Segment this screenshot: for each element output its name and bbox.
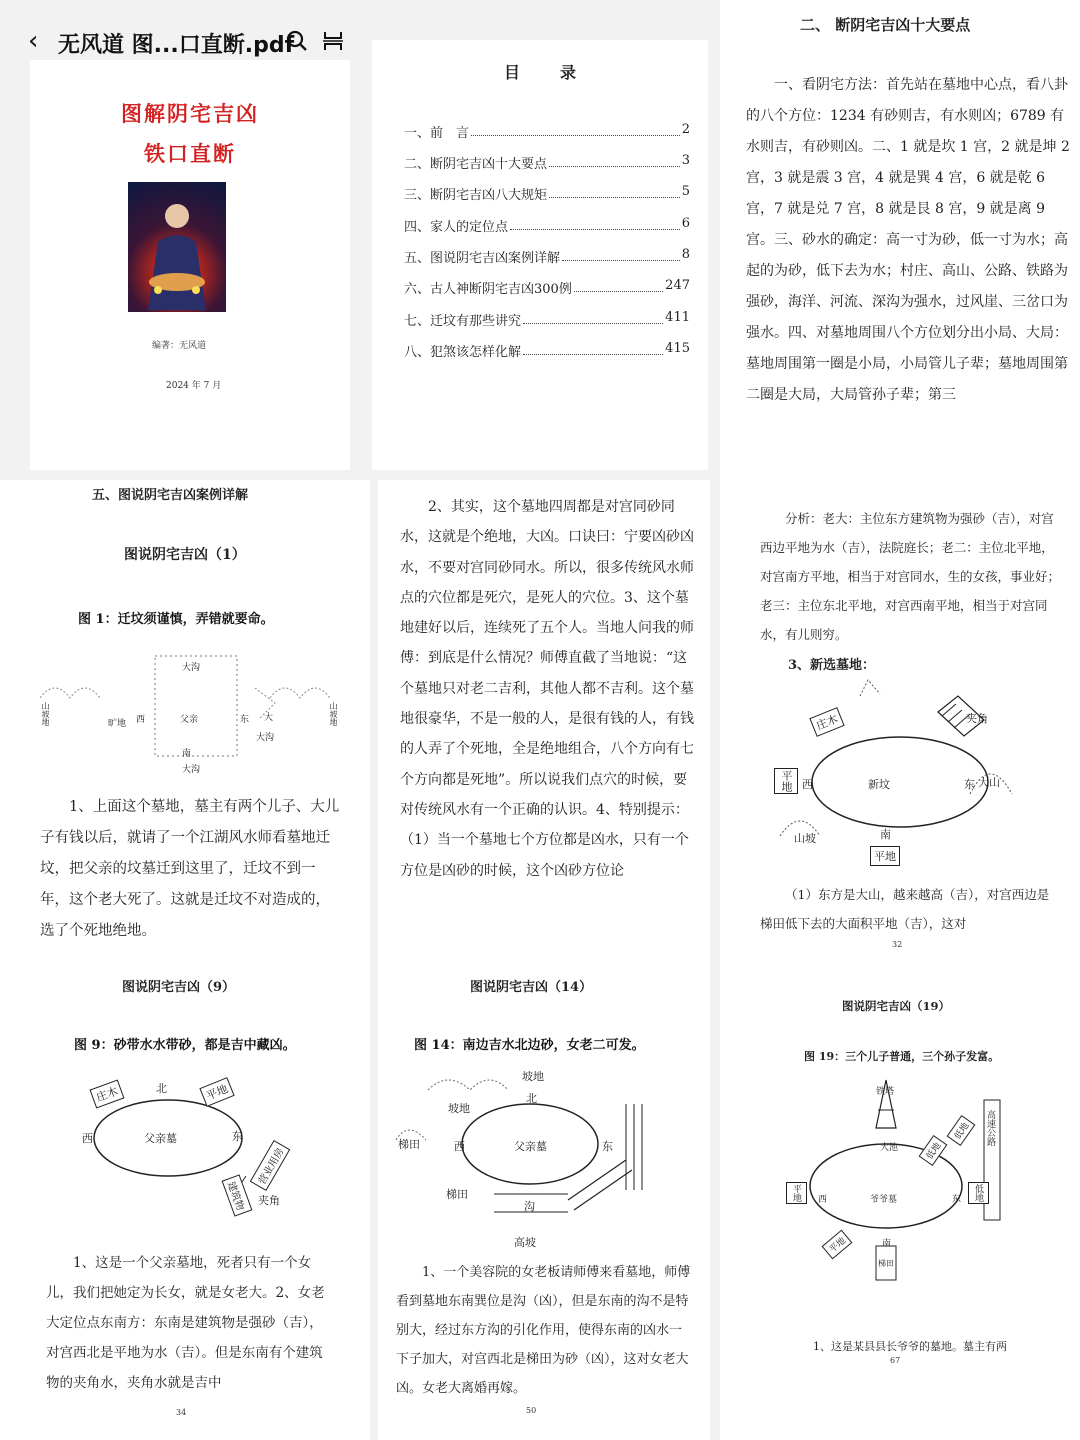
label-slope-north: 坡地 (522, 1070, 544, 1083)
label-tower: 铁塔 (876, 1087, 895, 1097)
case-title: 图说阴宅吉凶（9） (122, 980, 236, 995)
case-title: 图说阴宅吉凶（14） (470, 980, 593, 995)
pdf-viewer-toolbar (0, 0, 1080, 80)
cover-subtitle: 铁口直断 (144, 141, 236, 166)
page-thumbnail-5[interactable] (378, 480, 710, 960)
page-thumbnail-6[interactable] (720, 480, 1080, 960)
page-thumbnail-cover[interactable] (30, 60, 350, 470)
label-north: 北 (526, 1092, 537, 1105)
label-slope-west: 坡地 (448, 1102, 470, 1115)
label-left-slope: 山坡地 (41, 702, 50, 726)
label-east: 东 (240, 715, 250, 725)
page-body-text: 1、上面这个墓地，墓主有两个儿子、大儿子有钱以后，就请了一个江湖风水师看墓地迁坟，把父亲的坟墓迁到这里了，迁坟不到一年，这个老大死了。这就是迁坟不对造成的，选了个死地绝地。 (40, 799, 340, 939)
page-thumbnail-8[interactable] (378, 960, 710, 1440)
label-west: 西 (136, 715, 146, 725)
label-flat-south: 平地 (870, 846, 900, 866)
cover-illustration (128, 182, 226, 312)
label-lowland-3: 低地 (968, 1182, 989, 1204)
toc-row[interactable]: 六、古人神断阴宅吉凶300例 247 (404, 278, 690, 297)
label-west: 西 (818, 1195, 828, 1205)
toc-heading: 目录 (503, 63, 616, 82)
grave-diagram (720, 1070, 1080, 1290)
label-big-ditch: 大沟 (256, 733, 275, 743)
page-number: 34 (176, 1408, 187, 1417)
label-highway: 高速公路 (985, 1110, 995, 1146)
page-thumbnail-7[interactable] (0, 960, 370, 1440)
back-button[interactable]: ‹ (28, 26, 39, 56)
label-center: 父亲墓 (514, 1140, 547, 1153)
page-body-text: 1、这是一个父亲墓地，死者只有一个女儿，我们把她定为长女，就是女老大。2、女老大定位点东南方：东南是建筑物是强砂（吉），对宫西北是平地为水（吉）。但是东南有个建筑物的夹角水，夹角水就是吉中 (46, 1255, 325, 1391)
figure-caption: 图 14：南边吉水北边砂，女老二可发。 (414, 1038, 645, 1053)
label-center: 父亲墓 (144, 1132, 177, 1145)
cover-author: 编著：无风道 (152, 341, 207, 351)
case-title: 图说阴宅吉凶（1） (124, 547, 246, 563)
page-number: 67 (890, 1356, 901, 1365)
page-body-text: 1、这是某县县长爷爷的墓地。墓主有两 (813, 1340, 1007, 1353)
label-lowland-1: 低地 (919, 1135, 948, 1166)
cover-date: 2024 年 7 月 (166, 381, 222, 391)
label-center: 父亲 (180, 715, 199, 725)
label-lowland-2: 低地 (947, 1115, 976, 1146)
page-body-text: 1、一个美容院的女老板请师傅来看墓地，师傅看到墓地东南巽位是沟（凶），但是东南的沟不是特别大，经过东方沟的引化作用，使得东南的凶水一下子加大，对宫西北是梯田为砂（凶），这对女老大凶。女老大离婚再嫁。 (396, 1265, 691, 1396)
label-tree: 庄木 (89, 1079, 124, 1108)
label-flat: 平地 (199, 1077, 234, 1107)
label-ditch: 沟 (524, 1200, 535, 1213)
figure-caption: 图 9：砂带水水带砂，都是吉中藏凶。 (74, 1038, 296, 1053)
expand-button[interactable] (318, 26, 348, 56)
label-angle: 夹角 (258, 1194, 280, 1207)
expand-icon (322, 30, 344, 52)
label-angle: 夹角 (966, 712, 988, 725)
label-open-land: 旷地 (108, 719, 127, 729)
label-terrace-south: 梯田 (446, 1188, 468, 1201)
label-mountain: 大山 (978, 776, 1000, 789)
label-right-slope: 山坡地 (329, 702, 338, 726)
label-shop: 营业用房 (250, 1140, 290, 1191)
label-south: 南 (182, 749, 192, 759)
label-south: 南 (880, 828, 891, 841)
subheading: 3、新选墓地： (788, 658, 876, 673)
page-thumbnail-4[interactable] (0, 480, 370, 960)
toc-row[interactable]: 二、断阴宅吉凶十大要点 3 (404, 153, 690, 172)
page-body-text: 一、看阴宅方法：首先站在墓地中心点，看八卦的八个方位：1234 有砂则吉，有水则凶；6789 有水则吉，有砂则凶。二、1 就是坎 1 宫，2 就是坤 2 宫，3 就是震 3 宫，4 就是巽 4 宫，6 就是乾 6 宫，7 就是兑 7 宫，8 就是艮 8 宫，9 就是离 9 宫。三、砂水的确定：高一寸为砂，低一寸为水；高起的为砂，低下去为水；村庄、高山、公路、铁路为强砂，海洋、河流、深沟为强水，过风崖、三岔口为强水。四、对墓地周围八个方位划分出小局、大局：墓地周围第一圈是小局，小局管儿子辈；墓地周围第二圈是大局，大局管孙子辈；第三 (746, 77, 1070, 403)
label-terrace-west: 梯田 (398, 1138, 420, 1151)
search-icon (286, 30, 308, 52)
label-west: 西 (454, 1140, 465, 1153)
document-title: 无风道 图...口直断.pdf (58, 33, 295, 58)
label-pond: 大池 (880, 1143, 899, 1153)
label-east: 东 (964, 778, 975, 791)
page-number: 32 (892, 940, 903, 949)
label-north: 北 (156, 1082, 167, 1095)
page-number: 50 (526, 1406, 537, 1415)
label-west: 西 (82, 1132, 93, 1145)
grave-diagram (0, 1066, 370, 1236)
toc-row[interactable]: 八、犯煞该怎样化解 415 (404, 341, 690, 360)
label-slope: 山坡 (794, 832, 816, 845)
label-terrace: 梯田 (878, 1259, 894, 1268)
label-big: 大 (264, 713, 274, 723)
toc-row[interactable]: 五、图说阴宅吉凶案例详解 8 (404, 247, 690, 266)
label-high-slope: 高坡 (514, 1236, 536, 1249)
page-heading: 二、 断阴宅吉凶十大要点 (800, 16, 971, 34)
page-thumbnail-9[interactable] (720, 960, 1080, 1440)
label-east: 东 (602, 1140, 613, 1153)
page-body-text: 分析：老大：主位东方建筑物为强砂（吉），对宫西边平地为水（吉），法院庭长；老二：主位北平地，对宫南方平地，相当于对宫同水，生的女孩，事业好；老三：主位东北平地，对宫西南平地，相当于对宫同水，有儿则穷。 (760, 511, 1061, 642)
label-south: 南 (882, 1239, 892, 1249)
toc-row[interactable]: 七、迁坟有那些讲究 411 (404, 310, 690, 329)
label-center: 爷爷墓 (870, 1195, 898, 1205)
label-north: 大沟 (182, 663, 201, 673)
search-button[interactable] (282, 26, 312, 56)
toc-row[interactable]: 四、家人的定位点 6 (404, 216, 690, 235)
label-flat-west: 平地 (774, 768, 798, 794)
label-center: 新坟 (868, 778, 890, 791)
toc-row[interactable]: 一、前 言 2 (404, 122, 690, 141)
cover-title: 图解阴宅吉凶 (121, 101, 259, 126)
toc-row[interactable]: 三、断阴宅吉凶八大规矩 5 (404, 184, 690, 203)
case-title: 图说阴宅吉凶（19） (842, 999, 951, 1013)
section-heading: 五、图说阴宅吉凶案例详解 (92, 488, 249, 503)
figure-caption: 图 19：三个儿子普通，三个孙子发富。 (804, 1050, 1000, 1063)
label-west: 西 (802, 778, 813, 791)
page-body-text: 2、其实，这个墓地四周都是对宫同砂同水，这就是个绝地，大凶。口诀曰：宁要凶砂凶水，不要对宫同砂同水。所以，很多传统风水师点的穴位都是死穴，是死人的穴位。3、这个墓地建好以后，连续死了五个人。当地人问我的师傅：到底是什么情况？师傅直截了当地说：“这个墓地只对老二吉利，其他人都不吉利。这个墓地很豪华，不是一般的人，是很有钱的人，有钱的人弄了个死地，全是绝地组合，八个方向有七个方向都是死地”。所以说我们点穴的时候，要对传统风水有一个正确的认识。4、特别提示：（1）当一个墓地七个方位都是凶水，只有一个方位是凶砂的时候，这个凶砂方位论 (400, 499, 694, 879)
label-flat-1: 平地 (786, 1182, 807, 1204)
label-south-ditch: 大沟 (182, 765, 201, 775)
page-body-text-2: （1）东方是大山，越来越高（吉），对宫西边是梯田低下去的大面积平地（吉），这对 (760, 887, 1050, 931)
label-flat-2: 平地 (822, 1230, 853, 1260)
page-thumbnail-toc[interactable] (372, 40, 708, 470)
label-tree: 庄木 (809, 707, 844, 737)
label-building: 建筑物 (222, 1174, 253, 1216)
figure-caption: 图 1：迁坟须谨慎，弄错就要命。 (78, 612, 274, 627)
label-east: 东 (952, 1195, 962, 1205)
label-east: 东 (232, 1130, 243, 1143)
